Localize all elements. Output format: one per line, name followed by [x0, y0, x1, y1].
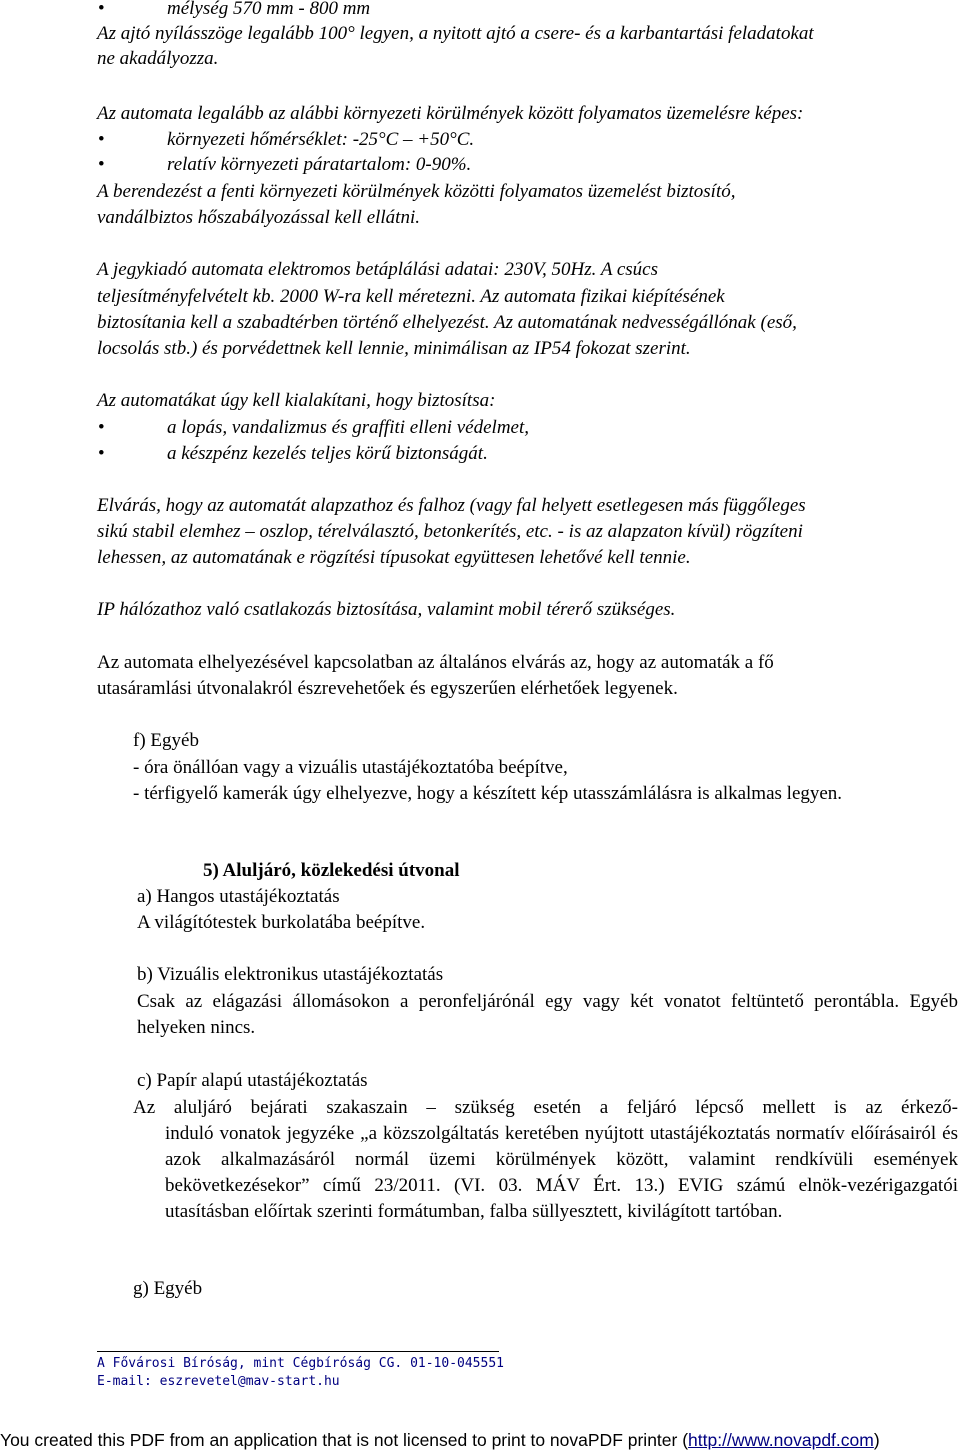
paragraph-line: Az ajtó nyílásszöge legalább 100° legyen, a nyitott ajtó a csere- és a karbantartási feladatokat [97, 23, 814, 44]
paragraph-line: utasáramlási útvonalakról észrevehetőek és egyszerűen elérhetőek legyenek. [97, 678, 678, 699]
footer-company: A Fővárosi Bíróság, mint Cégbíróság CG. 01-10-045551 [97, 1356, 504, 1371]
footer-rule [97, 1351, 499, 1352]
paragraph-line: A berendezést a fenti környezeti körülmények közötti folyamatos üzemelést biztosító, [97, 181, 736, 202]
bullet-marker: • [98, 129, 105, 150]
paragraph-line: Az automatákat úgy kell kialakítani, hogy biztosítsa: [97, 390, 496, 411]
bullet-marker: • [98, 0, 105, 19]
footer-email[interactable]: E-mail: eszrevetel@mav-start.hu [97, 1374, 340, 1389]
paragraph-line: biztosítania kell a szabadtérben történő elhelyezést. Az automatának nedvességállónak (eső, [97, 312, 797, 333]
paragraph-line: ne akadályozza. [97, 48, 219, 69]
bullet-marker: • [98, 417, 105, 438]
bullet-marker: • [98, 443, 105, 464]
bullet-item: mélység 570 mm - 800 mm [167, 0, 371, 19]
watermark-banner [0, 1428, 960, 1452]
bullet-item: a készpénz kezelés teljes körű biztonságát. [167, 443, 488, 464]
paragraph-line: Elvárás, hogy az automatát alapzathoz és falhoz (vagy fal helyett esetlegesen más függőleges [97, 495, 806, 516]
bullet-item: környezeti hőmérséklet: -25°C – +50°C. [167, 129, 475, 150]
list-item: - térfigyelő kamerák úgy elhelyezve, hogy a készített kép utasszámlálásra is alkalmas legyen. [133, 783, 843, 804]
subsection-heading: c) Papír alapú utastájékoztatás [137, 1070, 368, 1091]
paragraph-line: lehessen, az automatának e rögzítési típusokat együttesen lehetővé kell tennie. [97, 547, 691, 568]
paragraph-line: Az automata legalább az alábbi környezeti körülmények között folyamatos üzemelésre képes: [97, 103, 804, 124]
banner-text: You created this PDF from an application that is not licensed to print to novaPDF printer ( [0, 1430, 689, 1450]
bullet-item: a lopás, vandalizmus és graffiti elleni védelmet, [167, 417, 530, 438]
banner-close: ) [873, 1430, 880, 1450]
subsection-heading: b) Vizuális elektronikus utastájékoztatás [137, 964, 444, 985]
bullet-item: relatív környezeti páratartalom: 0-90%. [167, 154, 472, 175]
paragraph-line: locsolás stb.) és porvédettnek kell lennie, minimálisan az IP54 fokozat szerint. [97, 338, 691, 359]
section-heading: f) Egyéb [133, 730, 199, 751]
paragraph: Csak az elágazási állomásokon a peronfeljárónál egy vagy két vonatot feltüntető perontábla. Egyéb helyeken nincs. [137, 991, 958, 1038]
bullet-marker: • [98, 154, 105, 175]
paragraph-line: A jegykiadó automata elektromos betáplálási adatai: 230V, 50Hz. A csúcs [97, 259, 658, 280]
subsection-heading: a) Hangos utastájékoztatás [137, 886, 340, 907]
paragraph-line: vandálbiztos hőszabályozással kell ellátni. [97, 207, 420, 228]
paragraph-line: sikú stabil elemhez – oszlop, térelválasztó, betonkerítés, etc. - is az alapzaton kívül) rögzíteni [97, 521, 803, 542]
paragraph-line: teljesítményfelvételt kb. 2000 W-ra kell méretezni. Az automata fizikai kiépítésének [97, 286, 725, 307]
subsection-heading: g) Egyéb [133, 1278, 203, 1299]
paragraph-first-line: Az aluljáró bejárati szakaszain – szükség esetén a feljáró lépcső mellett is az érkező- [133, 1097, 958, 1118]
list-item: - óra önállóan vagy a vizuális utastájékoztatóba beépítve, [133, 757, 568, 778]
paragraph: induló vonatok jegyzéke „a közszolgáltatás keretében nyújtott utastájékoztatás normatív előírásairól és azok alkalmazásáról normál üzemi körülmények között, valamint rendkívüli események bekövetkezésekor” című 23/2011. (VI. 03. MÁV Ért. 13.) EVIG számú elnök-vezérigazgatói utasításban előírtak szerinti formátumban, falba süllyesztett, kivilágított tartóban. [165, 1123, 958, 1222]
novapdf-link[interactable]: http://www.novapdf.com [688, 1430, 874, 1450]
paragraph-line: IP hálózathoz való csatlakozás biztosítása, valamint mobil térerő szükséges. [97, 599, 676, 620]
section-title: 5) Aluljáró, közlekedési útvonal [203, 860, 460, 881]
paragraph-line: Az automata elhelyezésével kapcsolatban az általános elvárás az, hogy az automaták a fő [97, 652, 774, 673]
paragraph-line: A világítótestek burkolatába beépítve. [137, 912, 426, 933]
